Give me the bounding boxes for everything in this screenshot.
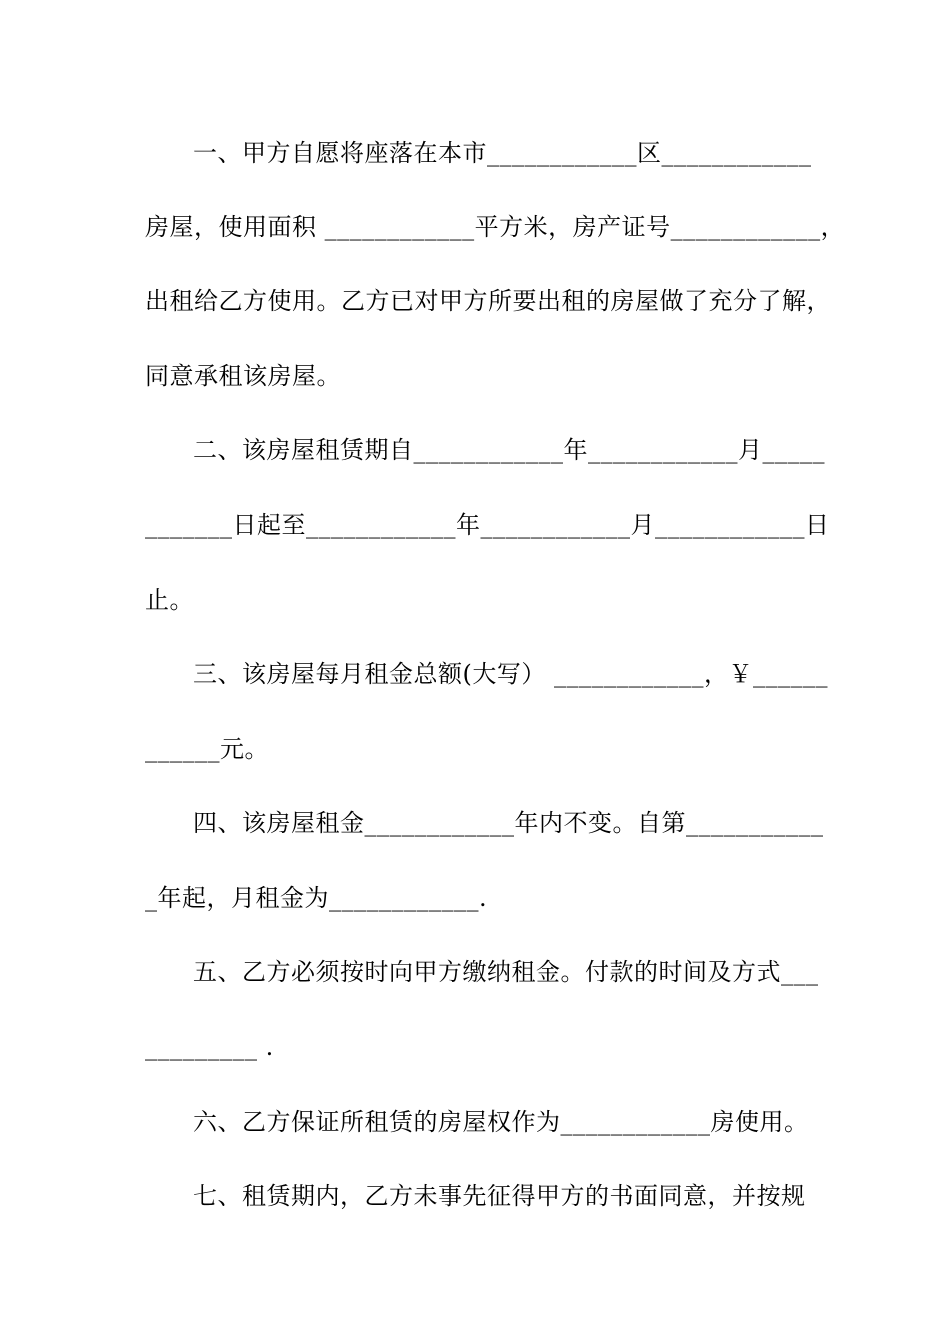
- clause-4-line-2: _年起，月租金为____________.: [145, 884, 488, 912]
- clause-1-line-2: 房屋，使用面积 ____________平方米，房产证号____________，: [145, 213, 846, 241]
- clause-2-line-1: 二、该房屋租赁期自____________年____________月_____: [193, 436, 825, 464]
- clause-1-line-3: 出租给乙方使用。乙方已对甲方所要出租的房屋做了充分了解，: [145, 287, 831, 315]
- clause-1-line-4: 同意承租该房屋。: [145, 362, 341, 390]
- clause-2-line-2: _______日起至____________年____________月____________日: [145, 511, 830, 539]
- clause-7-line-1: 七、租赁期内，乙方未事先征得甲方的书面同意，并按规: [193, 1182, 806, 1210]
- clause-3-line-2: ______元。: [145, 735, 269, 763]
- clause-4-line-1: 四、该房屋租金____________年内不变。自第___________: [193, 809, 824, 837]
- clause-1-line-1: 一、甲方自愿将座落在本市____________区____________: [193, 139, 812, 167]
- clause-2-line-3: 止。: [145, 586, 194, 614]
- clause-3-line-1: 三、该房屋每月租金总额(大写） ____________，￥______: [193, 660, 828, 688]
- clause-5-line-2: _________ .: [145, 1033, 274, 1061]
- clause-5-line-1: 五、乙方必须按时向甲方缴纳租金。付款的时间及方式___: [193, 958, 819, 986]
- clause-6-line-1: 六、乙方保证所租赁的房屋权作为____________房使用。: [193, 1108, 809, 1136]
